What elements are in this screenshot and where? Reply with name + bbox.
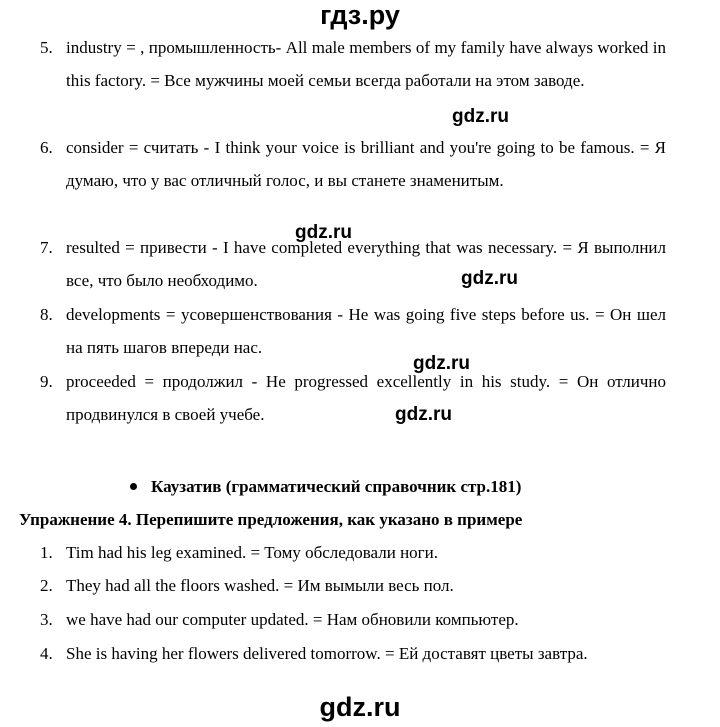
item-text: resulted = привести - I have completed everything that was necessary. = Я выполнил все, что было необходимо. (66, 238, 666, 290)
item-number: 1. (40, 543, 53, 562)
watermark-inline: gdz.ru (295, 222, 352, 243)
watermark-inline: gdz.ru (395, 404, 452, 425)
watermark-inline: gdz.ru (452, 106, 509, 127)
watermark-inline: gdz.ru (413, 353, 470, 374)
exercise-heading: Упражнение 4. Перепишите предложения, как указано в примере (19, 510, 523, 529)
watermark-top: гдз.ру (320, 0, 400, 30)
list-item (40, 639, 588, 669)
watermark-inline: gdz.ru (461, 268, 518, 289)
list-item (40, 538, 438, 568)
item-text: developments = усовершенствования - He was going five steps before us. = Он шел на пять шагов впереди нас. (66, 305, 666, 357)
item-text: industry = , промышленность- All male members of my family have always worked in this factory. = Все мужчины моей семьи всегда работали на этом заводе. (66, 38, 666, 90)
item-number: 3. (40, 610, 53, 629)
section-heading-text: Каузатив (грамматический справочник стр.181) (151, 477, 522, 496)
item-text: They had all the floors washed. = Им вымыли весь пол. (66, 576, 454, 595)
list-item (40, 131, 666, 197)
item-number: 2. (40, 576, 53, 595)
list-item (40, 298, 666, 364)
item-text: Tim had his leg examined. = Тому обследовали ноги. (66, 543, 438, 562)
list-item (40, 365, 666, 431)
list-item (40, 31, 666, 97)
item-text: consider = считать - I think your voice is brilliant and you're going to be famous. = Я думаю, что у вас отличный голос, и вы станете знаменитым. (66, 138, 666, 190)
item-number: 9. (40, 372, 53, 391)
watermark-bottom: gdz.ru (319, 692, 401, 722)
item-text: proceeded = продолжил - He progressed excellently in his study. = Он отлично продвинулся в своей учебе. (66, 372, 666, 424)
section-heading (130, 472, 521, 502)
list-item (40, 231, 666, 297)
bullet-icon (130, 483, 137, 490)
item-number: 6. (40, 138, 53, 157)
item-number: 4. (40, 644, 53, 663)
item-number: 7. (40, 238, 53, 257)
item-number: 8. (40, 305, 53, 324)
item-number: 5. (40, 38, 53, 57)
list-item (40, 571, 454, 601)
item-text: She is having her flowers delivered tomorrow. = Ей доставят цветы завтра. (66, 644, 588, 663)
list-item (40, 605, 519, 635)
item-text: we have had our computer updated. = Нам обновили компьютер. (66, 610, 519, 629)
